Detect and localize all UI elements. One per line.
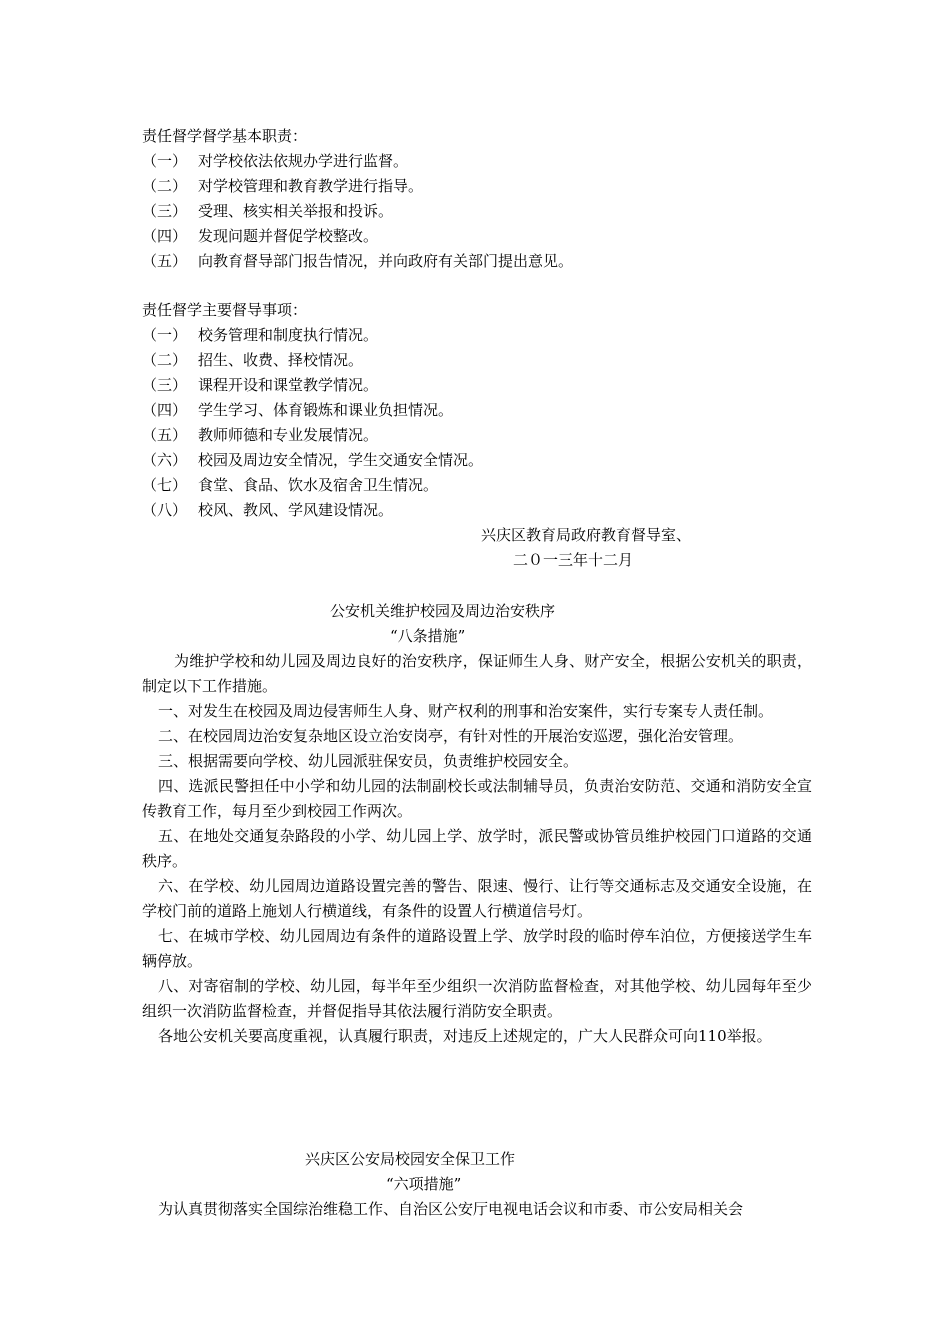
measure-paragraph: 一、对发生在校园及周边侵害师生人身、财产权利的刑事和治安案件，实行专案专人责任制。 <box>158 702 774 720</box>
measure-paragraph: 五、在地处交通复杂路段的小学、幼儿园上学、放学时，派民警或协管员维护校园门口道路的交通秩序。 <box>142 827 812 870</box>
item-text: 校务管理和制度执行情况。 <box>198 326 379 344</box>
item-text: 教师师德和专业发展情况。 <box>198 426 379 444</box>
item-number: （一） <box>142 152 188 170</box>
measure-paragraph: 四、选派民警担任中小学和幼儿园的法制副校长或法制辅导员，负责治安防范、交通和消防安全宣传教育工作，每月至少到校园工作两次。 <box>142 777 812 820</box>
section-title: 公安机关维护校园及周边治安秩序 <box>330 602 556 620</box>
item-number: （四） <box>142 401 188 419</box>
item-number: （三） <box>142 202 188 220</box>
item-text: 校风、教风、学风建设情况。 <box>198 501 394 519</box>
list-item <box>142 498 812 523</box>
item-number: （四） <box>142 227 188 245</box>
item-number: （六） <box>142 451 188 469</box>
item-number: （三） <box>142 376 188 394</box>
section-heading: 责任督学督学基本职责： <box>142 127 308 145</box>
item-text: 食堂、食品、饮水及宿舍卫生情况。 <box>198 476 439 494</box>
intro-paragraph: 为认真贯彻落实全国综治维稳工作、自治区公安厅电视电话会议和市委、市公安局相关会 <box>158 1200 744 1218</box>
list-item <box>142 473 812 498</box>
section-title: 兴庆区公安局校园安全保卫工作 <box>305 1150 516 1168</box>
measure-paragraph: 八、对寄宿制的学校、幼儿园，每半年至少组织一次消防监督检查，对其他学校、幼儿园每年至少组织一次消防监督检查，并督促指导其依法履行消防安全职责。 <box>142 977 812 1020</box>
item-text: 对学校依法依规办学进行监督。 <box>198 152 409 170</box>
intro-paragraph: 为维护学校和幼儿园及周边良好的治安秩序，保证师生人身、财产安全，根据公安机关的职责，制定以下工作措施。 <box>142 652 812 695</box>
measure-paragraph: 二、在校园周边治安复杂地区设立治安岗亭，有针对性的开展治安巡逻，强化治安管理。 <box>158 727 744 745</box>
list-item <box>142 323 812 348</box>
measure-paragraph: 七、在城市学校、幼儿园周边有条件的道路设置上学、放学时段的临时停车泊位，方便接送学生车辆停放。 <box>142 927 812 970</box>
list-item <box>142 199 812 224</box>
measure-paragraph: 三、根据需要向学校、幼儿园派驻保安员，负责维护校园安全。 <box>158 752 579 770</box>
item-number: （八） <box>142 501 188 519</box>
item-text: 发现问题并督促学校整改。 <box>198 227 379 245</box>
closing-paragraph: 各地公安机关要高度重视，认真履行职责，对违反上述规定的，广大人民群众可向110举报。 <box>158 1027 772 1045</box>
item-number: （五） <box>142 252 188 270</box>
signature-date: 二０一三年十二月 <box>513 551 634 569</box>
item-text: 对学校管理和教育教学进行指导。 <box>198 177 424 195</box>
list-item <box>142 174 812 199</box>
measure-paragraph: 六、在学校、幼儿园周边道路设置完善的警告、限速、慢行、让行等交通标志及交通安全设施，在学校门前的道路上施划人行横道线，有条件的设置人行横道信号灯。 <box>142 877 812 920</box>
list-item <box>142 149 812 174</box>
list-item <box>142 249 812 274</box>
item-number: （一） <box>142 326 188 344</box>
item-text: 受理、核实相关举报和投诉。 <box>198 202 394 220</box>
section-subtitle: “六项措施” <box>386 1175 462 1193</box>
list-item <box>142 224 812 249</box>
item-text: 校园及周边安全情况，学生交通安全情况。 <box>198 451 484 469</box>
list-item <box>142 398 812 423</box>
signature-office: 兴庆区教育局政府教育督导室、 <box>481 526 692 544</box>
section-supervision-items <box>142 298 812 523</box>
item-number: （七） <box>142 476 188 494</box>
section-subtitle: “八条措施” <box>390 627 466 645</box>
item-text: 招生、收费、择校情况。 <box>198 351 364 369</box>
list-item <box>142 423 812 448</box>
item-text: 学生学习、体育锻炼和课业负担情况。 <box>198 401 454 419</box>
list-item <box>142 348 812 373</box>
item-text: 课程开设和课堂教学情况。 <box>198 376 379 394</box>
section-heading: 责任督学主要督导事项： <box>142 301 308 319</box>
section-basic-duties <box>142 124 812 274</box>
list-item <box>142 448 812 473</box>
item-number: （二） <box>142 351 188 369</box>
item-number: （五） <box>142 426 188 444</box>
section-eight-measures <box>142 649 812 1049</box>
item-text: 向教育督导部门报告情况，并向政府有关部门提出意见。 <box>198 252 574 270</box>
list-item <box>142 373 812 398</box>
item-number: （二） <box>142 177 188 195</box>
